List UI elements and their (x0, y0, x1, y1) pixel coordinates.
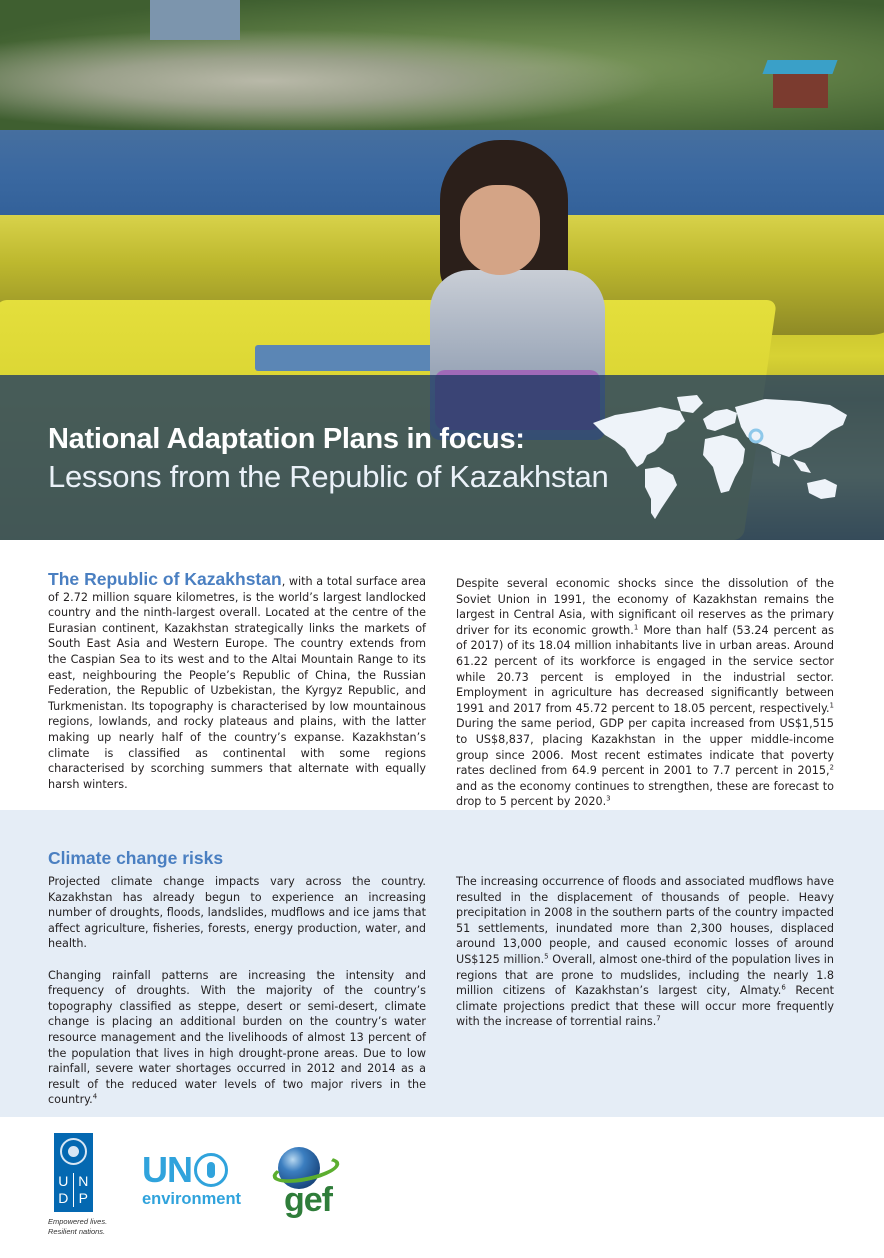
climate-left-column (48, 874, 426, 1124)
building (150, 0, 240, 40)
un-emblem-icon (60, 1138, 87, 1165)
document-title: National Adaptation Plans in focus: (48, 423, 525, 455)
hero-photo (0, 0, 884, 540)
world-map-icon (585, 393, 855, 523)
un-environment-emblem-icon (194, 1153, 228, 1187)
undp-tagline: Empowered lives. Resilient nations. (48, 1217, 108, 1236)
climate-right-column (456, 874, 834, 1046)
economy-paragraph: Despite several economic shocks since the dissolution of the Soviet Union in 1991, the economy of Kazakhstan remains the largest in Central Asia, with significant oil reserves as the primary driver for its economic growth.$^1$ More than half (53.24 percent as of 2017) of its 18.04 million inhabitants live in urban areas. Around 61.22 percent of its workforce is engaged in the service sector while 20.73 percent is employed in the industrial sector. Employment in agriculture has decreased significantly between 1991 and 2017 from 45.72 percent to 18.05 percent, respectively.$^1$ During the same period, GDP per capita increased from US$1,515 to US$8,837, placing Kazakhstan in the upper middle-income group since 2006. Most recent estimates indicate that poverty rates declined from 64.9 percent in 2001 to 7.7 percent in 2015,$^2$ and as the economy continues to strengthen, these are forecast to drop to 5 percent by 2020.$^3$ (456, 577, 834, 809)
section-heading: Climate change risks (48, 848, 224, 868)
climate-paragraph: The increasing occurrence of floods and associated mudflows have resulted in the displacement of thousands of people. Heavy precipitation in 2008 in the southern parts of the country impacted 51 settlements, inundated more than 2,300 houses, displaced around 13,000 people, and caused economic losses of around US$125 million.$^5$ Overall, almost one-third of the population lives in regions that are prone to mudslides, including the nearly 1.8 million citizens of Kazakhstan’s largest city, Almaty.$^6$ Recent climate projections predict that these will occur more frequently with the increase of torrential rains.$^7$ (456, 875, 834, 1029)
document-subtitle: Lessons from the Republic of Kazakhstan (48, 459, 609, 494)
footnote-ref: 5 (544, 952, 549, 961)
footnote-ref: 7 (656, 1014, 661, 1023)
climate-paragraph: Changing rainfall patterns are increasing the intensity and frequency of droughts. With the majority of the country’s topography classified as steppe, desert or semi-desert, climate change is placing an additional burden on the country’s water resource management and the livelihoods of almost 13 percent of the population that lives in high drought-prone areas. Due to low rainfall, severe water shortages occurred in 2012 and 2014 as a result of the reduced water levels of two major rivers in the country.$^4$ (48, 968, 426, 1107)
intro-left-column (48, 569, 426, 808)
un-environment-logo: UN environment (142, 1149, 242, 1208)
cabin (773, 70, 828, 108)
footnote-ref: 3 (606, 794, 611, 803)
footnote-ref: 1 (633, 623, 639, 632)
footnote-ref: 2 (829, 763, 834, 772)
partner-logos (0, 1117, 884, 1258)
lead-heading: The Republic of Kazakhstan (48, 569, 282, 589)
hillside-background (0, 0, 884, 135)
intro-right-column (456, 576, 834, 826)
undp-logo: U N D P (54, 1133, 93, 1212)
title-banner (0, 375, 884, 540)
climate-paragraph: Projected climate change impacts vary across the country. Kazakhstan has already begun to experience an increasing number of droughts, floods, landslides, mudflows and ice jams that affect agriculture, fisheries, forests, energy production, water, and health. (48, 875, 426, 951)
intro-paragraph: The Republic of Kazakhstan, with a total surface area of 2.72 million square kilometres, is the world’s largest landlocked country and the ninth-largest overall. Located at the centre of the Eurasian continent, Kazakhstan strategically links the markets of South East Asia and Western Europe. The country extends from the Caspian Sea to its west and to the Altai Mountain Range to its east, neighbouring the People’s Republic of China, the Russian Federation, the Republic of Uzbekistan, the Kyrgyz Republic, and Turkmenistan. Its topography is characterised by low mountainous regions, lowlands, and rocky plateaus and plains, with the latter making up nearly half of the country’s expanse. Kazakhstan’s climate is classified as continental with some regions characterised by scorching summers that alternate with equally harsh winters. (48, 569, 426, 791)
footnote-ref: 6 (781, 983, 786, 992)
child-figure (430, 140, 605, 390)
footnote-ref: 4 (92, 1092, 98, 1101)
gef-logo: gef (272, 1145, 342, 1225)
footnote-ref: 1 (829, 701, 834, 710)
